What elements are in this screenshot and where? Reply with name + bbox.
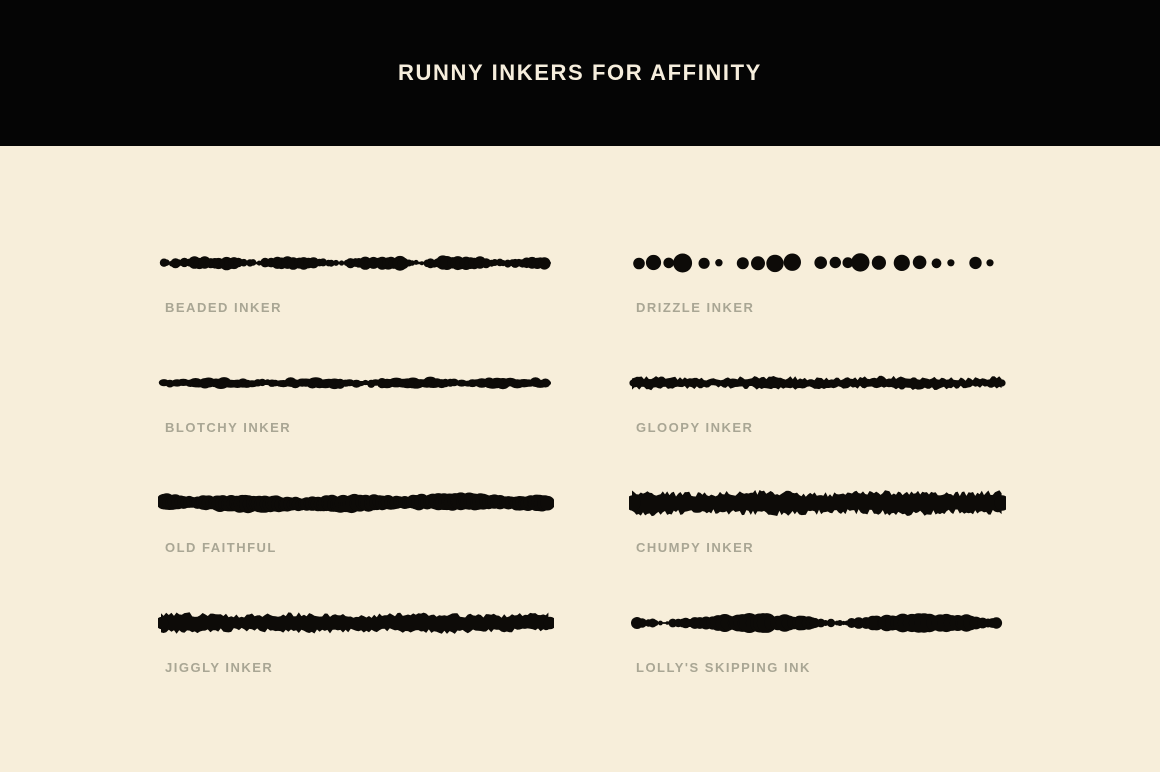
brush-label: CHUMPY INKER	[636, 540, 755, 555]
brush-stroke-graphic	[158, 485, 554, 521]
header-band	[0, 0, 1160, 146]
brush-sample	[158, 485, 554, 605]
brush-sample	[629, 245, 1006, 365]
brush-label: DRIZZLE INKER	[636, 300, 755, 315]
brush-stroke-graphic	[158, 605, 554, 641]
brush-label: GLOOPY INKER	[636, 420, 754, 435]
brush-label: BEADED INKER	[165, 300, 282, 315]
brush-sample	[629, 605, 1006, 725]
brush-sample	[158, 605, 554, 725]
brush-label: LOLLY'S SKIPPING INK	[636, 660, 811, 675]
brush-sample	[629, 485, 1006, 605]
brush-stroke-graphic	[158, 245, 554, 281]
brush-label: OLD FAITHFUL	[165, 540, 277, 555]
brush-sample	[629, 365, 1006, 485]
brush-label: BLOTCHY INKER	[165, 420, 292, 435]
brush-stroke-graphic	[158, 365, 554, 401]
brush-label: JIGGLY INKER	[165, 660, 274, 675]
brush-stroke-graphic	[629, 365, 1006, 401]
brush-grid	[0, 146, 1160, 725]
brush-stroke-graphic	[629, 605, 1006, 641]
brush-stroke-graphic	[629, 245, 1006, 281]
page-title: RUNNY INKERS FOR AFFINITY	[398, 60, 762, 85]
brush-sample	[158, 365, 554, 485]
brush-sample	[158, 245, 554, 365]
brush-stroke-graphic	[629, 485, 1006, 521]
